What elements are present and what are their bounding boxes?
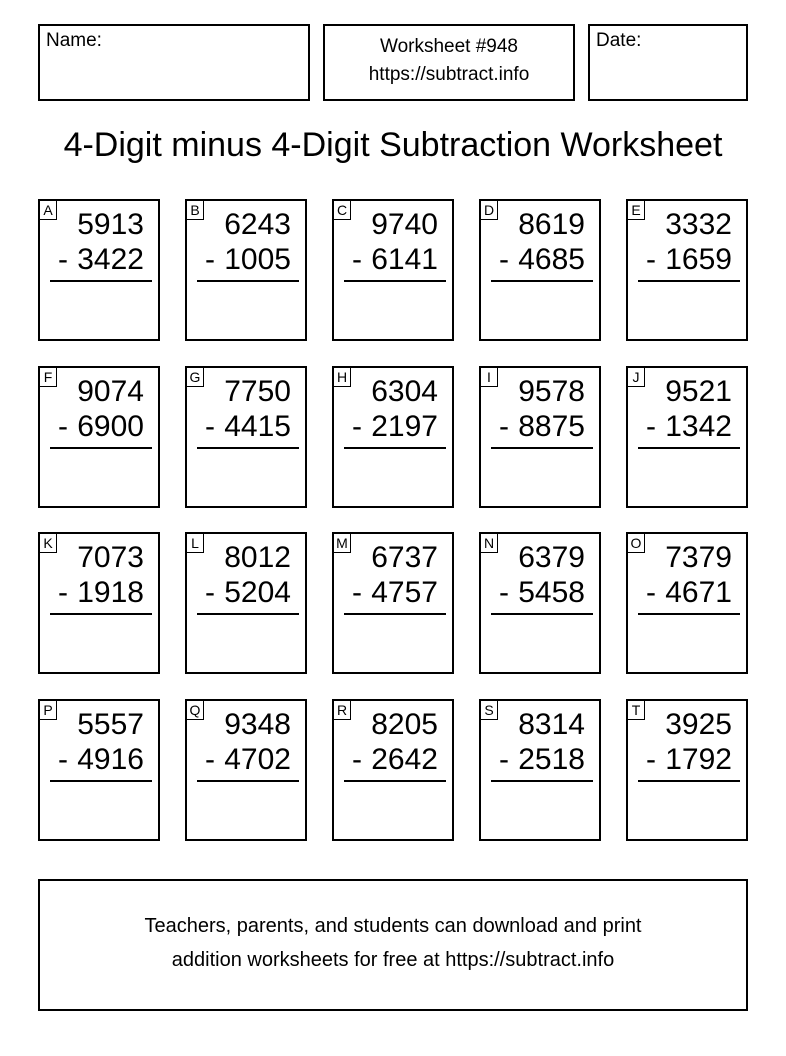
date-label: Date: — [596, 30, 642, 51]
problem-minuend: 3925 — [665, 708, 732, 741]
problem-letter: N — [480, 533, 498, 553]
minus-sign: - — [58, 410, 68, 443]
problem-card[interactable] — [626, 699, 748, 841]
problem-minuend: 6737 — [371, 541, 438, 574]
problem-subtrahend: 1918 — [77, 576, 144, 609]
problem-card[interactable] — [479, 699, 601, 841]
answer-line — [491, 613, 593, 615]
problem-minuend: 7750 — [224, 375, 291, 408]
worksheet-number: Worksheet #948 — [379, 36, 518, 57]
footer-line-1: Teachers, parents, and students can download and print — [144, 915, 642, 937]
problem-card[interactable] — [626, 532, 748, 674]
answer-line — [344, 280, 446, 282]
problem-subtrahend: 4671 — [665, 576, 732, 609]
answer-line — [197, 780, 299, 782]
problem-subtrahend: 4916 — [77, 743, 144, 776]
problem-card[interactable] — [626, 366, 748, 508]
problem-letter: O — [627, 533, 645, 553]
problem-letter: S — [480, 700, 498, 720]
problem-letter: M — [333, 533, 351, 553]
minus-sign: - — [646, 243, 656, 276]
problem-subtrahend: 4415 — [224, 410, 291, 443]
answer-line — [50, 280, 152, 282]
problem-minuend: 3332 — [665, 208, 732, 241]
name-label: Name: — [46, 30, 102, 51]
problem-subtrahend: 6141 — [371, 243, 438, 276]
problem-letter: F — [39, 367, 57, 387]
problem-letter: H — [333, 367, 351, 387]
problem-card[interactable] — [332, 199, 454, 341]
minus-sign: - — [58, 576, 68, 609]
problem-card[interactable] — [332, 699, 454, 841]
problem-subtrahend: 4685 — [518, 243, 585, 276]
minus-sign: - — [205, 410, 215, 443]
minus-sign: - — [352, 576, 362, 609]
minus-sign: - — [646, 743, 656, 776]
problem-subtrahend: 1659 — [665, 243, 732, 276]
problem-minuend: 6243 — [224, 208, 291, 241]
worksheet-url: https://subtract.info — [368, 64, 530, 85]
answer-line — [344, 780, 446, 782]
minus-sign: - — [499, 743, 509, 776]
problem-minuend: 9348 — [224, 708, 291, 741]
minus-sign: - — [58, 743, 68, 776]
problem-letter: R — [333, 700, 351, 720]
answer-line — [50, 447, 152, 449]
problem-minuend: 5913 — [77, 208, 144, 241]
problem-card[interactable] — [332, 532, 454, 674]
minus-sign: - — [499, 410, 509, 443]
minus-sign: - — [646, 576, 656, 609]
minus-sign: - — [205, 743, 215, 776]
problem-letter: Q — [186, 700, 204, 720]
problem-letter: I — [480, 367, 498, 387]
answer-line — [638, 280, 740, 282]
problem-letter: D — [480, 200, 498, 220]
minus-sign: - — [352, 743, 362, 776]
problem-letter: E — [627, 200, 645, 220]
answer-line — [197, 447, 299, 449]
problem-letter: K — [39, 533, 57, 553]
problem-minuend: 6379 — [518, 541, 585, 574]
answer-line — [344, 613, 446, 615]
problem-card[interactable] — [38, 699, 160, 841]
problem-letter: L — [186, 533, 204, 553]
problem-minuend: 9074 — [77, 375, 144, 408]
worksheet-info-box — [323, 24, 575, 101]
problem-subtrahend: 1792 — [665, 743, 732, 776]
problem-card[interactable] — [38, 532, 160, 674]
answer-line — [638, 780, 740, 782]
problem-subtrahend: 8875 — [518, 410, 585, 443]
problem-card[interactable] — [479, 199, 601, 341]
problem-subtrahend: 5204 — [224, 576, 291, 609]
date-field-box[interactable] — [588, 24, 748, 101]
problem-letter: G — [186, 367, 204, 387]
problem-letter: C — [333, 200, 351, 220]
problem-card[interactable] — [332, 366, 454, 508]
answer-line — [638, 447, 740, 449]
problem-subtrahend: 5458 — [518, 576, 585, 609]
problem-subtrahend: 1342 — [665, 410, 732, 443]
problem-minuend: 5557 — [77, 708, 144, 741]
minus-sign: - — [58, 243, 68, 276]
problem-minuend: 7073 — [77, 541, 144, 574]
problem-card[interactable] — [38, 366, 160, 508]
problem-minuend: 8012 — [224, 541, 291, 574]
problem-letter: J — [627, 367, 645, 387]
problem-card[interactable] — [479, 532, 601, 674]
problem-minuend: 6304 — [371, 375, 438, 408]
problem-minuend: 9521 — [665, 375, 732, 408]
problem-minuend: 7379 — [665, 541, 732, 574]
answer-line — [491, 447, 593, 449]
problem-card[interactable] — [185, 366, 307, 508]
problem-minuend: 8619 — [518, 208, 585, 241]
problem-card[interactable] — [479, 366, 601, 508]
answer-line — [638, 613, 740, 615]
problem-subtrahend: 2197 — [371, 410, 438, 443]
problem-subtrahend: 2518 — [518, 743, 585, 776]
problem-subtrahend: 1005 — [224, 243, 291, 276]
minus-sign: - — [205, 243, 215, 276]
problem-subtrahend: 4757 — [371, 576, 438, 609]
problem-subtrahend: 6900 — [77, 410, 144, 443]
answer-line — [491, 780, 593, 782]
footer-box — [38, 879, 748, 1011]
minus-sign: - — [352, 243, 362, 276]
problem-minuend: 9740 — [371, 208, 438, 241]
problem-card[interactable] — [626, 199, 748, 341]
footer-line-2: addition worksheets for free at https://subtract.info — [171, 949, 615, 971]
answer-line — [344, 447, 446, 449]
minus-sign: - — [205, 576, 215, 609]
name-field-box[interactable] — [38, 24, 310, 101]
minus-sign: - — [352, 410, 362, 443]
problem-letter: P — [39, 700, 57, 720]
answer-line — [50, 780, 152, 782]
answer-line — [50, 613, 152, 615]
minus-sign: - — [499, 243, 509, 276]
answer-line — [491, 280, 593, 282]
answer-line — [197, 613, 299, 615]
page-title: 4-Digit minus 4-Digit Subtraction Worksheet — [63, 126, 723, 164]
problem-letter: B — [186, 200, 204, 220]
problem-minuend: 8205 — [371, 708, 438, 741]
answer-line — [197, 280, 299, 282]
problem-minuend: 8314 — [518, 708, 585, 741]
minus-sign: - — [499, 576, 509, 609]
problem-card[interactable] — [185, 532, 307, 674]
problem-letter: T — [627, 700, 645, 720]
problem-subtrahend: 2642 — [371, 743, 438, 776]
problem-card[interactable] — [185, 699, 307, 841]
problem-card[interactable] — [185, 199, 307, 341]
problem-card[interactable] — [38, 199, 160, 341]
problem-letter: A — [39, 200, 57, 220]
minus-sign: - — [646, 410, 656, 443]
problem-subtrahend: 4702 — [224, 743, 291, 776]
problem-minuend: 9578 — [518, 375, 585, 408]
problem-subtrahend: 3422 — [77, 243, 144, 276]
